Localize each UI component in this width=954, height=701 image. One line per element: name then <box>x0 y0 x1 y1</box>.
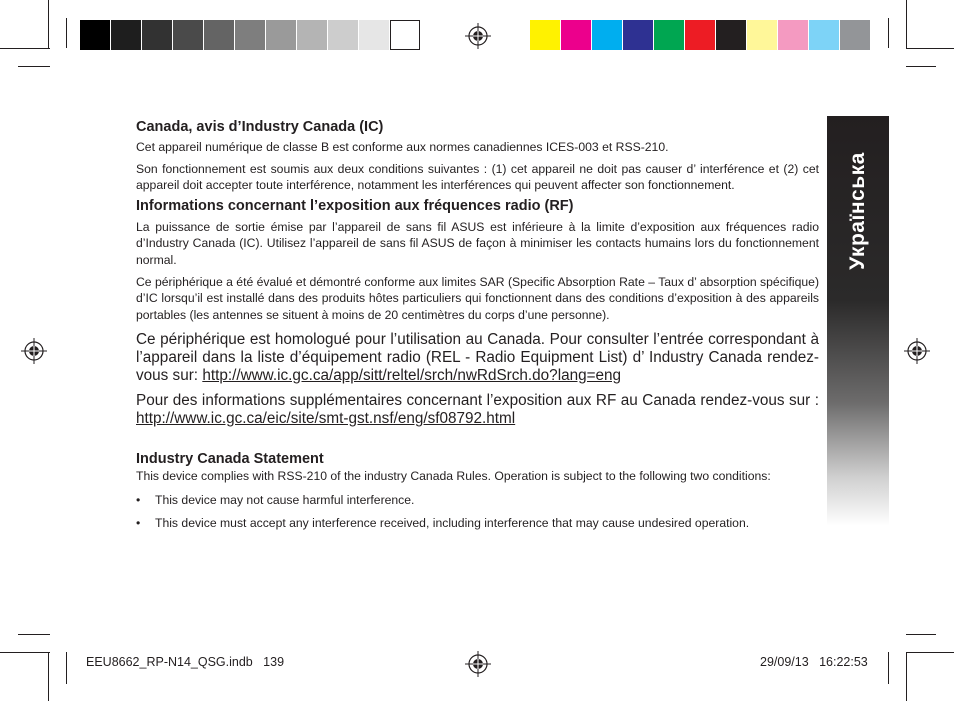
grayscale-swatch <box>359 20 389 50</box>
crop-mark <box>18 66 50 67</box>
grayscale-swatch <box>80 20 110 50</box>
canada-paragraph-1: Cet appareil numérique de classe B est conforme aux normes canadiennes ICES-003 et RSS-210. <box>136 140 669 154</box>
crop-mark <box>48 0 49 48</box>
crop-mark <box>888 18 889 48</box>
grayscale-swatch <box>235 20 265 50</box>
crop-mark <box>66 652 67 684</box>
process-color-swatch <box>623 20 653 50</box>
rf-paragraph-4-text: Pour des informations supplémentaires concernant l’exposition aux RF au Canada rendez-vous sur : <box>136 392 819 410</box>
registration-mark-icon <box>465 23 491 49</box>
crop-mark <box>66 18 67 48</box>
grayscale-swatch <box>142 20 172 50</box>
statement-paragraph: This device complies with RSS-210 of the industry Canada Rules. Operation is subject to the following two conditions: <box>136 469 771 484</box>
section-heading-statement: Industry Canada Statement <box>136 451 324 468</box>
footer-date-time: 29/09/13 16:22:53 <box>760 655 868 669</box>
crop-mark <box>0 48 50 49</box>
crop-mark <box>18 634 50 635</box>
process-color-swatch <box>561 20 591 50</box>
crop-mark <box>906 634 936 635</box>
process-color-swatch <box>592 20 622 50</box>
crop-mark <box>0 652 50 653</box>
process-color-swatch <box>654 20 684 50</box>
grayscale-swatch <box>266 20 296 50</box>
rf-paragraph-1: La puissance de sortie émise par l’appareil de sans fil ASUS est inférieure à la limite d’exposition aux fréquences radio d’Industry Canada (IC). Utilisez l’appareil de sans fil ASUS de façon à minimiser les contacts humains lors du fonctionnement normal. <box>136 219 819 267</box>
grayscale-swatch <box>297 20 327 50</box>
grayscale-swatch <box>328 20 358 50</box>
grayscale-swatch <box>390 20 420 50</box>
language-side-tab-label-box <box>827 116 889 306</box>
list-item: • This device must accept any interference received, including interference that may cause undesired operation. <box>136 515 819 532</box>
main-content <box>136 118 819 531</box>
statement-conditions-list <box>136 492 819 531</box>
rf-paragraph-3 <box>136 331 819 384</box>
process-color-swatch <box>716 20 746 50</box>
registration-mark-icon <box>21 338 47 364</box>
process-color-swatch <box>809 20 839 50</box>
rf-exposure-link[interactable]: http://www.ic.gc.ca/eic/site/smt-gst.nsf/eng/sf08792.html <box>136 409 516 427</box>
registration-mark-icon <box>465 651 491 677</box>
footer-file-info: EEU8662_RP-N14_QSG.indb 139 <box>86 655 285 669</box>
rf-paragraph-4 <box>136 392 819 427</box>
canada-paragraph-2: Son fonctionnement est soumis aux deux conditions suivantes : (1) cet appareil ne doit pas causer d’ interférence et (2) cet appareil doit accepter toute interférence, notamment les interférences qui peuvent affecter son fonctionnement. <box>136 161 819 193</box>
grayscale-swatch <box>111 20 141 50</box>
crop-mark <box>906 652 954 653</box>
process-color-swatch <box>685 20 715 50</box>
process-color-swatch <box>530 20 560 50</box>
list-item: • This device may not cause harmful interference. <box>136 492 819 509</box>
process-color-swatch <box>747 20 777 50</box>
crop-mark <box>906 48 954 49</box>
process-color-swatch <box>778 20 808 50</box>
rf-paragraph-3-text: Ce périphérique est homologué pour l’utilisation au Canada. Pour consulter l’entrée correspondant à l’appareil dans la liste d’équipement radio (REL - Radio Equipment List) d’ Industry Canada rendez-vous sur: <box>136 331 819 384</box>
crop-mark <box>906 0 907 48</box>
registration-mark-icon <box>904 338 930 364</box>
rf-paragraph-2: Ce périphérique a été évalué et démontré conforme aux limites SAR (Specific Absorption Rate – Taux d’ absorption spécifique) d’IC lorsqu’il est installé dans des produits hôtes particuliers qui fonctionnent dans des conditions d’exposition à des appareils portables (les antennes se situent à moins de 20 centimètres du corps d’une personne). <box>136 274 819 322</box>
crop-mark <box>48 652 49 701</box>
process-color-swatch <box>840 20 870 50</box>
grayscale-swatch <box>173 20 203 50</box>
crop-mark <box>888 652 889 684</box>
section-heading-canada: Canada, avis d’Industry Canada (IC) <box>136 119 384 135</box>
rel-list-link[interactable]: http://www.ic.gc.ca/app/sitt/reltel/srch/nwRdSrch.do?lang=eng <box>202 366 622 384</box>
crop-mark <box>906 652 907 701</box>
grayscale-swatch <box>204 20 234 50</box>
language-side-tab-label: Українська <box>846 152 869 270</box>
crop-mark <box>906 66 936 67</box>
section-heading-rf: Informations concernant l’exposition aux fréquences radio (RF) <box>136 197 574 214</box>
